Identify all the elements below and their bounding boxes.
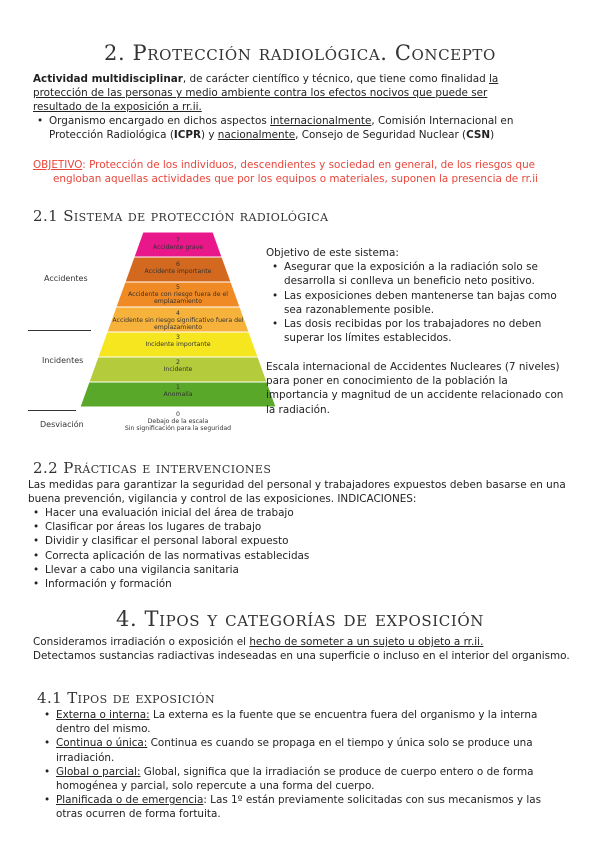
list-item: • Correcta aplicación de las normativas establecidas [33, 549, 573, 563]
item-text: : Las 1º están previamente solicitadas con sus mecanismos y las otras ocurren de forma fortuita. [56, 794, 542, 821]
list-item [44, 765, 569, 793]
objetivo-block [33, 158, 578, 186]
pyramid-level-1: 1 Anomalía [163, 384, 193, 398]
pyramid-level-4: 4 Accidente sin riesgo significativo fuera del emplazamiento [112, 310, 244, 331]
org-national: nacionalmente [217, 129, 296, 142]
list-item: • Las exposiciones deben mantenerse tan bajas como sea razonablemente posible. [272, 289, 566, 317]
pyramid-level-3: 3 Incidente importante [145, 334, 211, 348]
list-item: • Clasificar por áreas los lugares de trabajo [33, 520, 573, 534]
objetivo-sistema-heading: Objetivo de este sistema: [266, 247, 399, 259]
list-item: • Dividir y clasificar el personal laboral expuesto [33, 534, 573, 548]
pyramid-level-6: 6 Accidente importante [144, 261, 212, 275]
section-2-title: 2. Protección radiológica. Concepto [104, 41, 496, 65]
objetivo-sistema-block [266, 246, 566, 345]
side-label-accidentes: Accidentes [44, 274, 88, 283]
section-4-intro [33, 635, 578, 663]
list-item: • Asegurar que la exposición a la radiación solo se desarrolla si conlleva un beneficio neto positivo. [272, 260, 566, 288]
section-2-intro [33, 72, 573, 115]
list-item: • Información y formación [33, 577, 573, 591]
item-term: Externa o interna: [56, 709, 150, 721]
section-4-title: 4. Tipos y categorías de exposición [116, 607, 484, 631]
list-item [44, 793, 569, 821]
section-4-underline: hecho de someter a un sujeto u objeto a rr.ii. [249, 636, 484, 648]
item-term: Continua o única: [56, 737, 148, 750]
org-text-d: ) y [200, 129, 218, 142]
list-item [44, 708, 569, 736]
indicaciones-list [33, 506, 573, 591]
org-text-a: Organismo encargado en dichos aspectos [49, 115, 271, 127]
item-term: Planificada o de emergencia [56, 794, 204, 807]
objetivo-sistema-list [266, 260, 566, 345]
organism-list [37, 114, 567, 142]
org-text-c: Protección Radiológica ( [49, 129, 174, 142]
side-label-incidentes: Incidentes [42, 356, 84, 365]
side-label-desviacion: Desviación [40, 420, 84, 429]
org-text-e: , Consejo de Seguridad Nuclear ( [295, 129, 467, 142]
pyramid-level-0: 0 Debajo de la escala Sin significación para la seguridad [124, 411, 232, 432]
org-csn: CSN [466, 129, 491, 142]
objetivo-text-1: : Protección de los individuos, descendientes y sociedad en general, de los riesgos que [82, 159, 536, 171]
pyramid-labels [78, 232, 278, 412]
org-icpr: ICPR [173, 129, 201, 142]
section-4-p2: Detectamos sustancias radiactivas indeseadas en una superficie o incluso en el interior del organismo. [33, 650, 570, 663]
escala-text: Escala internacional de Accidentes Nucleares (7 niveles) para poner en conocimiento de la población la importancia y magnitud de un accidente relacionado con la radiación. [266, 361, 564, 416]
item-text: La externa es la fuente que se encuentra fuera del organismo y la interna dentro del mismo. [56, 709, 538, 736]
list-item: • Hacer una evaluación inicial del área de trabajo [33, 506, 573, 520]
pyramid-level-7: 7 Accidente grave [152, 237, 204, 251]
organism-item [37, 114, 567, 142]
item-text: Continua es cuando se propaga en el tiempo y única solo se produce una irradiación. [56, 737, 533, 764]
section-2-2-title: 2.2 Prácticas e intervenciones [33, 459, 272, 477]
objetivo-text-2: engloban aquellas actividades que por los equipos o materiales, suponen la presencia de rr.ii [53, 173, 538, 186]
intro-rest: , de carácter científico y técnico, que tiene como finalidad [182, 73, 489, 85]
intro-underline-1: la [489, 73, 499, 85]
item-term: Global o parcial: [56, 765, 141, 778]
pyramid-level-5: 5 Accidente con riesgo fuera de el emplazamiento [128, 284, 228, 305]
list-item: • Las dosis recibidas por los trabajadores no deben superar los límites establecidos. [272, 317, 566, 345]
section-2-1-title: 2.1 Sistema de protección radiológica [33, 207, 329, 225]
section-4-text-a: Consideramos irradiación o exposición el [33, 636, 250, 648]
section-2-2-intro: Las medidas para garantizar la seguridad del personal y trabajadores expuestos deben basarse en una buena prevención, vigilancia y control de las exposiciones. INDICACIONES: [28, 479, 566, 506]
section-4-1-title: 4.1 Tipos de exposición [37, 689, 216, 707]
list-item: • Llevar a cabo una vigilancia sanitaria [33, 563, 573, 577]
org-international: internacionalmente [270, 115, 372, 127]
tipos-list [44, 708, 569, 822]
org-text-b: , Comisión Internacional en [371, 115, 514, 127]
separator-line [28, 410, 76, 411]
item-text: Global, significa que la irradiación se produce de cuerpo entero o de forma homogénea y parcial, solo repercute a una forma del cuerpo. [56, 765, 534, 793]
pyramid-level-2: 2 Incidente [163, 359, 193, 373]
intro-underline-2: protección de las personas y medio ambiente contra los efectos nocivos que puede ser [33, 87, 488, 100]
intro-bold: Actividad multidisciplinar [33, 73, 183, 85]
list-item [44, 736, 569, 764]
org-text-f: ) [490, 129, 495, 142]
objetivo-label: OBJETIVO [33, 159, 83, 171]
intro-underline-3: resultado de la exposición a rr.ii. [33, 101, 202, 114]
